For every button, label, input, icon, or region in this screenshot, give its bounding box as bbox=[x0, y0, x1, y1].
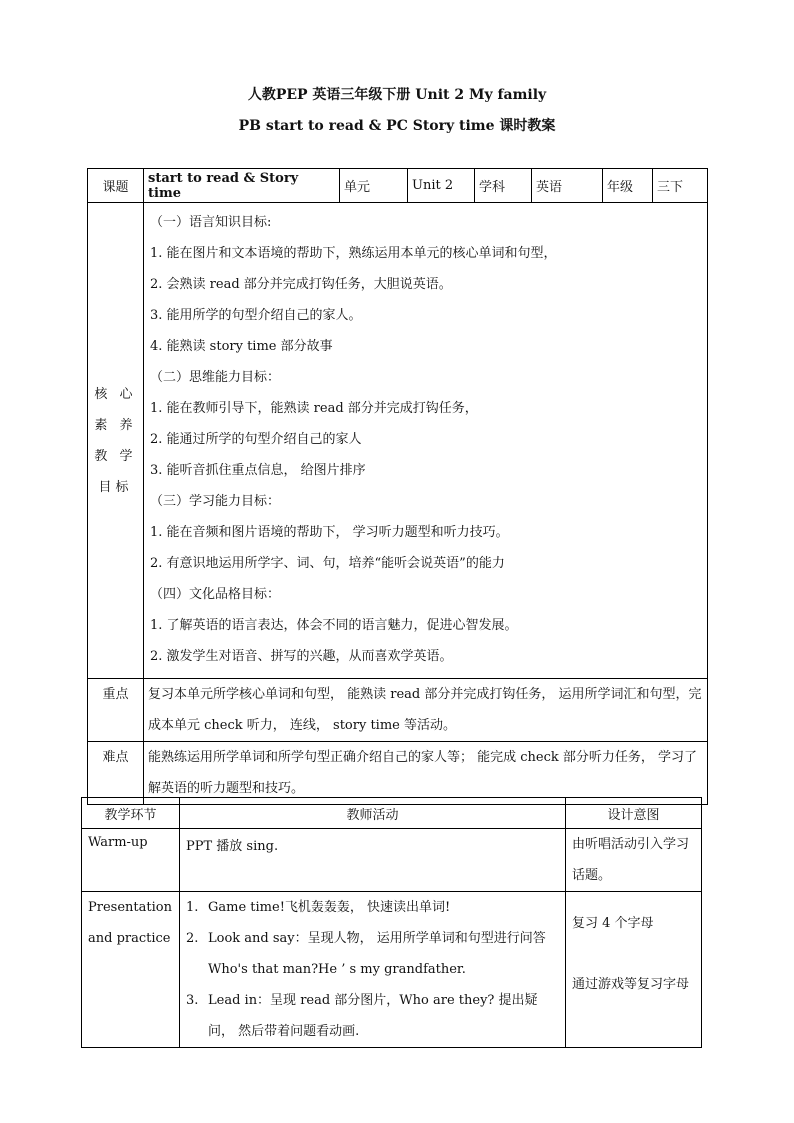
warmup-intent: 由听唱活动引入学习话题。 bbox=[566, 829, 702, 892]
presentation-activity bbox=[180, 892, 566, 1048]
intent-header: 设计意图 bbox=[566, 798, 702, 829]
document-subtitle: PB start to read & PC Story time 课时教案 bbox=[238, 118, 556, 134]
goal-line: 1. 能在图片和文本语境的帮助下，熟练运用本单元的核心单词和句型， bbox=[150, 246, 557, 261]
goal-line: 4. 能熟读 story time 部分故事 bbox=[150, 339, 333, 354]
stage-header: 教学环节 bbox=[82, 798, 180, 829]
presentation-intent: 复习 4 个字母 通过游戏等复习字母 bbox=[566, 892, 702, 1048]
subject-value: 英语 bbox=[532, 169, 603, 203]
goal-line: 1. 能在教师引导下，能熟读 read 部分并完成打钩任务， bbox=[150, 401, 478, 416]
key-text: 复习本单元所学核心单词和句型， 能熟读 read 部分并完成打钩任务， 运用所学词汇和句型，完成本单元 check 听力， 连线， story time 等活动。 bbox=[144, 679, 708, 742]
goal-line: 1. 能在音频和图片语境的帮助下， 学习听力题型和听力技巧。 bbox=[150, 525, 509, 540]
document-title: 人教PEP 英语三年级下册 Unit 2 My family bbox=[247, 87, 547, 103]
warmup-stage: Warm-up bbox=[82, 829, 180, 892]
activity-item: 3. Lead in：呈现 read 部分图片，Who are they? 提出疑问， 然后带着问题看动画. bbox=[186, 993, 538, 1039]
goals-label: 核 心 素 养 教 学 目标 bbox=[88, 203, 144, 679]
key-label: 重点 bbox=[88, 679, 144, 742]
subject-label: 学科 bbox=[475, 169, 532, 203]
goal-line: 3. 能听音抓住重点信息， 给图片排序 bbox=[150, 463, 366, 478]
goal-line: 2. 激发学生对语音、拼写的兴趣，从而喜欢学英语。 bbox=[150, 649, 453, 664]
goals-content bbox=[144, 203, 708, 679]
teaching-process-table bbox=[81, 797, 702, 1048]
lesson-label: 课题 bbox=[88, 169, 144, 203]
warmup-activity: PPT 播放 sing. bbox=[180, 829, 566, 892]
presentation-stage: Presentation and practice bbox=[82, 892, 180, 1048]
goal-line: 2. 会熟读 read 部分并完成打钩任务，大胆说英语。 bbox=[150, 277, 452, 292]
activity-item: 2. Look and say：呈现人物， 运用所学单词和句型进行问答 Who's that man?He ’ s my grandfather. bbox=[186, 931, 546, 977]
unit-label: 单元 bbox=[340, 169, 408, 203]
goal-line: （一）语言知识目标: bbox=[150, 215, 272, 230]
lesson-value: start to read & Story time bbox=[144, 169, 340, 203]
goal-line: （三）学习能力目标： bbox=[150, 494, 281, 509]
activity-header: 教师活动 bbox=[180, 798, 566, 829]
grade-label: 年级 bbox=[603, 169, 653, 203]
lesson-info-table bbox=[87, 168, 708, 805]
goal-line: （二）思维能力目标： bbox=[150, 370, 281, 385]
goal-line: 1. 了解英语的语言表达，体会不同的语言魅力，促进心智发展。 bbox=[150, 618, 518, 633]
goal-line: （四）文化品格目标： bbox=[150, 587, 281, 602]
activity-item: 1. Game time!飞机轰轰轰， 快速读出单词! bbox=[186, 900, 451, 915]
goal-line: 2. 能通过所学的句型介绍自己的家人 bbox=[150, 432, 362, 447]
grade-value: 三下 bbox=[653, 169, 708, 203]
difficult-label: 难点 bbox=[88, 742, 144, 805]
unit-value: Unit 2 bbox=[408, 169, 475, 203]
difficult-text: 能熟练运用所学单词和所学句型正确介绍自己的家人等； 能完成 check 部分听力任务， 学习了解英语的听力题型和技巧。 bbox=[144, 742, 708, 805]
goal-line: 3. 能用所学的句型介绍自己的家人。 bbox=[150, 308, 362, 323]
goal-line: 2. 有意识地运用所学字、词、句，培养“能听会说英语”的能力 bbox=[150, 556, 505, 571]
